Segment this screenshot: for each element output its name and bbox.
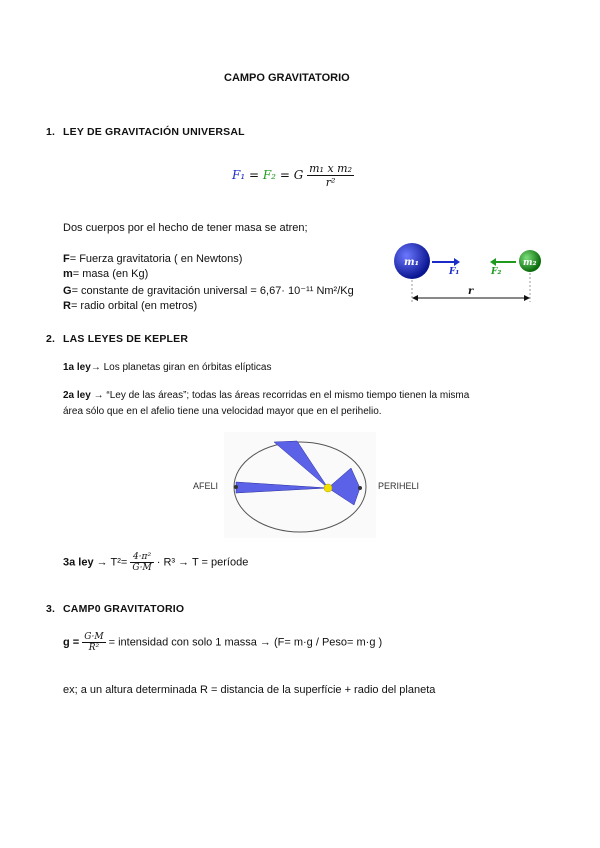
- kepler-law-1: 1a ley→ Los planetas giran en órbitas elípticas: [63, 362, 272, 373]
- perihelion-label: PERIHELI: [378, 481, 420, 491]
- page-title: CAMPO GRAVITATORIO: [224, 72, 350, 84]
- section-1-heading: LEY DE GRAVITACIÓN UNIVERSAL: [63, 126, 245, 138]
- g-denominator: R²: [88, 643, 100, 653]
- sun: [324, 484, 332, 492]
- aphelion-label: AFELI: [193, 481, 219, 491]
- law-3-denominator: G·M: [132, 563, 152, 573]
- section-3-number: 3.: [46, 603, 56, 615]
- def-r: R= radio orbital (en metros): [63, 300, 198, 312]
- planet-perihelion: [358, 486, 362, 490]
- orbit-diagram: [224, 432, 376, 538]
- g-label: g =: [63, 636, 80, 649]
- distance-arrow-left: [412, 295, 418, 301]
- law-3-arrow: → T²=: [96, 556, 128, 569]
- kepler-law-3: [63, 552, 248, 573]
- g-text: = intensidad con solo 1 massa → (F= m·g / Peso= m·g ): [108, 636, 383, 649]
- kepler-law-2-line-1: 2a ley → “Ley de las áreas”; todas las áreas recorridas en el mismo tiempo tienen la misma: [63, 390, 470, 401]
- section-1-number: 1.: [46, 126, 56, 138]
- mass-1-label: m₁: [404, 257, 419, 268]
- distance-arrow-right: [524, 295, 530, 301]
- gravitation-diagram: [388, 236, 548, 316]
- formula-numerator: m₁ x m₂: [309, 162, 353, 175]
- def-f: F= Fuerza gravitatoria ( en Newtons): [63, 253, 243, 265]
- force-2-label: F₂: [491, 267, 502, 277]
- section-2-heading: LAS LEYES DE KEPLER: [63, 333, 189, 345]
- kepler-law-2-line-2: área sólo que en el afelio tiene una velocidad mayor que en el perihelio.: [63, 406, 382, 417]
- g-fraction: [82, 632, 105, 653]
- gravitation-formula: [232, 162, 354, 189]
- formula-fraction: [307, 162, 354, 189]
- def-m: m= masa (en Kg): [63, 268, 149, 280]
- formula-g: = G: [279, 168, 304, 182]
- force-2-arrowhead: [490, 258, 496, 266]
- section-1-intro: Dos cuerpos por el hecho de tener masa se atren;: [63, 222, 308, 234]
- section-2-number: 2.: [46, 333, 56, 345]
- formula-eq: =: [248, 168, 260, 182]
- formula-f2: F₂: [262, 168, 276, 182]
- formula-denominator: r²: [325, 176, 336, 189]
- def-g: G= constante de gravitación universal = 6,67· 10⁻¹¹ Nm²/Kg: [63, 285, 354, 297]
- section-3-heading: CAMP0 GRAVITATORIO: [63, 603, 185, 615]
- law-3-fraction: [130, 552, 153, 573]
- formula-f1: F₁: [232, 168, 246, 182]
- law-3-label: 3a ley: [63, 556, 94, 569]
- field-formula: [63, 632, 382, 653]
- law-3-numerator: 4·π²: [130, 552, 153, 563]
- law-3-tail: · R³ → T = període: [156, 556, 249, 569]
- g-numerator: G·M: [84, 632, 104, 642]
- distance-label: r: [468, 286, 474, 297]
- field-example: ex; a un altura determinada R = distancia de la superfície + radio del planeta: [63, 684, 436, 696]
- mass-2-label: m₂: [523, 258, 537, 268]
- planet-aphelion: [234, 485, 238, 489]
- force-1-arrowhead: [454, 258, 460, 266]
- force-1-label: F₁: [449, 267, 460, 277]
